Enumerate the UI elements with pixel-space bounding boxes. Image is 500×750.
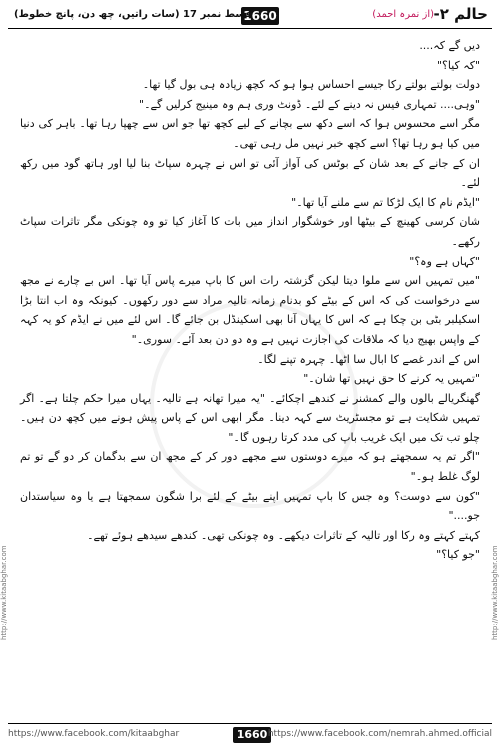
story-text [20, 36, 480, 565]
page-number-top: 1660 [241, 7, 279, 25]
paragraph: "میں تمہیں اس سے ملوا دیتا لیکن گزشتہ رات اس کا باپ میرے پاس آیا تھا۔ اس بے چارے نے مجھ سے درخواست کی کہ اس کے بیٹے کو بدنام زمانہ تالیہ مراد سے دور رکھوں۔ کیونکہ وہ اب انتا بڑا اسکیلبر بٹی بن چکا ہے کہ اس کا یہاں آنا بھی اسکینڈل بن جائے گا۔ اس لئے میں نے ایڈم کو یہ کہہ کے واپس بھیج دیا کہ ملاقات کی اجازت نہیں ہے وہ دو دن بعد آئے۔ سوری۔" [20, 274, 480, 346]
paragraph: "جو کیا؟" [436, 548, 480, 562]
paragraph: "تمہیں یہ کرنے کا حق نہیں تھا شان۔" [303, 372, 480, 386]
novel-title: حالم ۲- [433, 5, 488, 23]
paragraph: "کہاں ہے وہ؟" [409, 254, 480, 268]
header-divider [8, 28, 492, 29]
paragraph: "وہی.... تمہاری فیس نہ دینے کے لئے۔ ڈونٹ وری ہم وہ مینیج کرلیں گے۔" [139, 97, 480, 111]
paragraph: دیں گے کہ.... [419, 39, 480, 52]
right-margin-url: http://www.kitaabghar.com [491, 545, 499, 640]
paragraph: کہتے کہتے وہ رکا اور تالیہ کے تاثرات دیکھے۔ وہ چونکی تھی۔ کندھے سیدھے ہوئے تھے۔ [87, 528, 480, 542]
facebook-link-kitaabghar[interactable]: https://www.facebook.com/kitaabghar [8, 729, 180, 739]
facebook-link-author[interactable]: https://www.facebook.com/nemrah.ahmed.official [267, 729, 492, 739]
page-number-bottom: 1660 [233, 727, 271, 743]
paragraph: "کون سے دوست؟ وہ جس کا باپ تمہیں اپنے بیٹے کے لئے برا شگون سمجھتا ہے یا وہ سیاستدان جو...." [20, 489, 480, 523]
paragraph: اس کے اندر غصے کا ابال سا اٹھا۔ چہرہ تپنے لگا۔ [257, 352, 480, 366]
paragraph: شان کرسی کھینچ کے بیٹھا اور خوشگوار انداز میں بات کا آغاز کیا تو وہ چونکی مگر تاثرات سپاٹ رکھے۔ [20, 215, 480, 248]
paragraph: "ایڈم نام کا ایک لڑکا تم سے ملنے آیا تھا۔" [291, 195, 480, 209]
paragraph: ان کے جانے کے بعد شان کے بوٹس کی آواز آئی تو اس نے چہرہ سپاٹ بنا لیا اور ہاتھ گود میں رکھ لئے۔ [20, 156, 480, 190]
paragraph: "اگر تم یہ سمجھتے ہو کہ میرے دوستوں سے مجھے دور کر کے مجھ ان سے بدگمان کر دو گے تو تم لوگ غلط ہو۔" [20, 450, 480, 484]
page-footer [8, 723, 492, 746]
paragraph: دولت بولتے بولتے رکا جیسے احساس ہوا ہو کہ کچھ زیادہ ہی بول گیا تھا۔ [142, 78, 480, 92]
paragraph: مگر اسے محسوس ہوا کہ اسے دکھ سے بچانے کے لیے کچھ تھا جو اس سے چھپا رہا تھا۔ باہر کی دنیا میں کیا ہو رہا تھا؟ اسے کچھ خبر نہیں مل رہی تھی۔ [20, 117, 480, 150]
left-margin-url: http://www.kitaabghar.com [0, 545, 8, 640]
author-name: (از نمرہ احمد) [372, 9, 434, 20]
paragraph: "کہ کیا؟" [436, 58, 480, 72]
episode-title: قسط نمبر 17 (سات راتیں، چھ دن، پانچ خطوط) [14, 9, 253, 20]
paragraph: گھنگریالے بالوں والے کمشنر نے کندھے اچکائے۔ "یہ میرا تھانہ ہے تالیہ۔ یہاں میرا حکم چلتا ہے۔ اگر تمہیں شکایت ہے تو مجسٹریٹ سے کہہ دینا۔ مگر ابھی اس کے پاس پیش ہونے میں کچھ دن ہیں۔ چلو تب تک میں ایک غریب باپ کی مدد کرتا رہوں گا۔" [20, 391, 480, 444]
page-header [8, 4, 492, 28]
